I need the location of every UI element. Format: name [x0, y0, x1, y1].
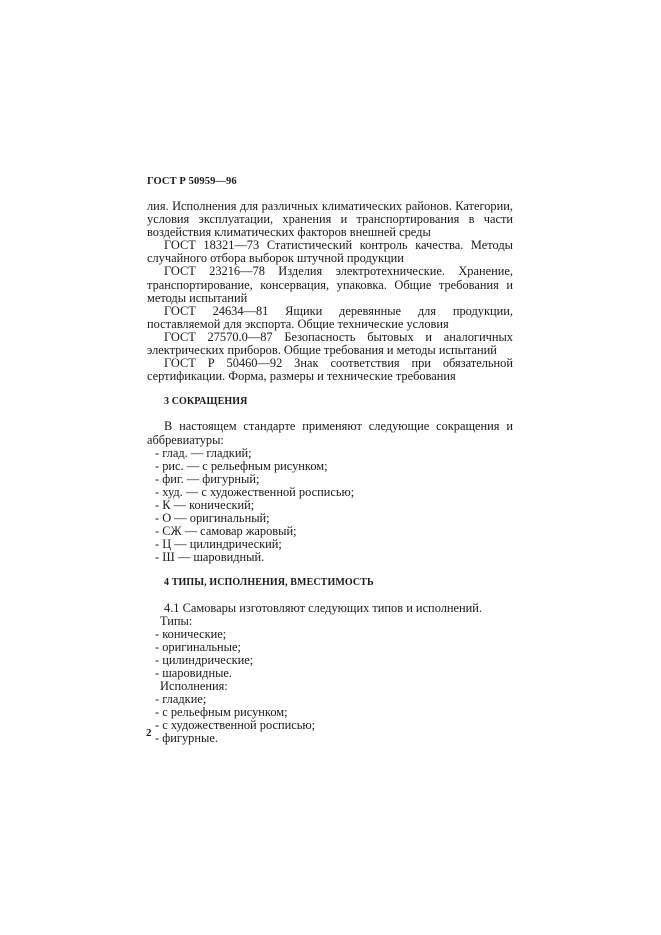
list-item: - СЖ — самовар жаровый; [147, 525, 513, 538]
list-item: - худ. — с художественной росписью; [147, 486, 513, 499]
list-item: - О — оригинальный; [147, 512, 513, 525]
section-3-title: 3 СОКРАЩЕНИЯ [164, 396, 248, 408]
list-item: - Ш — шаровидный. [147, 551, 513, 564]
versions-list [147, 693, 513, 745]
reference-item: ГОСТ 18321—73 Статистический контроль качества. Методы случайного отбора выборок штучной продукции [147, 238, 513, 266]
list-item: - цилиндрические; [147, 654, 513, 667]
page-number: 2 [146, 727, 152, 739]
reference-item: лия. Исполнения для различных климатических районов. Категории, условия эксплуатации, хранения и транспортирования в части воздействия климатических факторов внешней среды [147, 199, 513, 240]
list-item: - глад. — гладкий; [147, 447, 513, 460]
list-item: - фиг. — фигурный; [147, 473, 513, 486]
list-item: - фигурные. [147, 732, 513, 745]
reference-item: ГОСТ 27570.0—87 Безопасность бытовых и аналогичных электрических приборов. Общие требования и методы испытаний [147, 329, 513, 358]
list-item: - Ц — цилиндрический; [147, 538, 513, 551]
normative-references [147, 200, 513, 383]
page-body [147, 200, 513, 746]
list-item: - с художественной росписью; [147, 719, 513, 732]
section-4-title: 4 ТИПЫ, ИСПОЛНЕНИЯ, ВМЕСТИМОСТЬ [164, 577, 374, 589]
list-item: - гладкие; [147, 693, 513, 706]
versions-label: Исполнения: [160, 679, 228, 694]
abbreviation-list [147, 447, 513, 565]
list-item: - К — конический; [147, 499, 513, 512]
standard-header: ГОСТ Р 50959—96 [147, 176, 237, 187]
reference-item: ГОСТ 23216—78 Изделия электротехнические. Хранение, транспортирование, консервация, упаковка. Общие требования и методы испытаний [147, 264, 513, 305]
section-4-paragraph: 4.1 Самовары изготовляют следующих типов и исполнений. [164, 600, 483, 615]
reference-item: ГОСТ Р 50460—92 Знак соответствия при обязательной сертификации. Форма, размеры и технические требования [147, 356, 513, 384]
types-list [147, 628, 513, 680]
list-item: - рис. — с рельефным рисунком; [147, 460, 513, 473]
list-item: - шаровидные. [147, 667, 513, 680]
list-item: - конические; [147, 628, 513, 641]
reference-item: ГОСТ 24634—81 Ящики деревянные для продукции, поставляемой для экспорта. Общие технические условия [147, 303, 513, 331]
types-label: Типы: [160, 613, 193, 628]
list-item: - с рельефным рисунком; [147, 706, 513, 719]
list-item: - оригинальные; [147, 641, 513, 654]
section-3-intro: В настоящем стандарте применяют следующие сокращения и аббревиатуры: [147, 419, 513, 447]
